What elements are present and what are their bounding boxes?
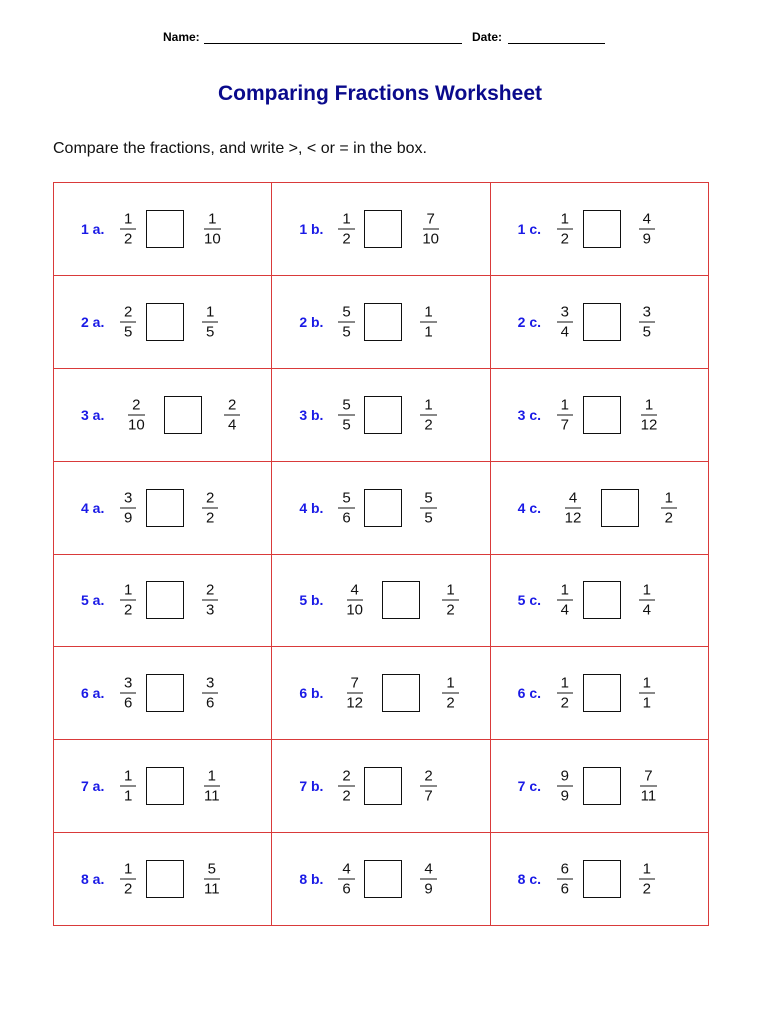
date-label: Date: <box>472 30 503 44</box>
problem-cell <box>491 740 709 833</box>
right-denominator: 4 <box>642 601 651 619</box>
left-fraction <box>120 768 136 805</box>
right-numerator: 5 <box>420 489 436 508</box>
left-fraction <box>561 489 586 526</box>
right-fraction <box>420 489 436 526</box>
right-numerator: 1 <box>661 489 677 508</box>
left-fraction <box>120 489 136 526</box>
problem-cell <box>54 833 272 926</box>
right-fraction <box>420 396 436 433</box>
right-denominator: 9 <box>424 880 433 898</box>
left-fraction <box>557 582 573 619</box>
right-fraction <box>420 768 436 805</box>
right-numerator: 1 <box>641 396 657 415</box>
left-numerator: 1 <box>120 768 136 787</box>
right-numerator: 3 <box>639 303 655 322</box>
problem-label: 5 c. <box>517 592 542 609</box>
left-fraction <box>338 210 354 247</box>
left-denominator: 6 <box>342 509 351 527</box>
left-numerator: 6 <box>557 861 573 880</box>
answer-box[interactable] <box>583 674 621 712</box>
left-denominator: 2 <box>342 230 351 248</box>
left-denominator: 5 <box>342 323 351 341</box>
problem-cell <box>54 555 272 648</box>
answer-box[interactable] <box>364 396 402 434</box>
right-numerator: 1 <box>420 396 436 415</box>
answer-box[interactable] <box>583 396 621 434</box>
left-fraction <box>338 396 354 433</box>
problem-label: 3 a. <box>81 406 105 423</box>
left-fraction <box>120 303 136 340</box>
right-fraction <box>639 582 655 619</box>
right-denominator: 5 <box>206 323 215 341</box>
problem-cell <box>272 833 490 926</box>
answer-box[interactable] <box>146 860 184 898</box>
right-denominator: 9 <box>642 230 651 248</box>
answer-box[interactable] <box>364 767 402 805</box>
right-fraction <box>661 489 677 526</box>
left-numerator: 5 <box>338 303 354 322</box>
answer-box[interactable] <box>583 210 621 248</box>
right-fraction <box>202 489 218 526</box>
right-numerator: 1 <box>442 582 458 601</box>
left-denominator: 10 <box>346 601 364 619</box>
right-fraction <box>200 861 224 898</box>
right-fraction <box>637 768 661 805</box>
left-denominator: 1 <box>124 787 133 805</box>
right-denominator: 2 <box>446 601 455 619</box>
left-fraction <box>338 489 354 526</box>
problem-cell <box>491 183 709 276</box>
right-denominator: 2 <box>424 416 433 434</box>
problem-cell <box>491 369 709 462</box>
problem-cell <box>272 369 490 462</box>
right-denominator: 2 <box>664 509 673 527</box>
right-denominator: 11 <box>640 787 657 805</box>
problem-label: 2 c. <box>517 313 542 330</box>
right-numerator: 7 <box>423 210 439 229</box>
problem-label: 5 a. <box>81 592 105 609</box>
right-numerator: 1 <box>639 861 655 880</box>
left-fraction <box>557 675 573 712</box>
answer-box[interactable] <box>382 674 420 712</box>
answer-box[interactable] <box>382 581 420 619</box>
left-fraction <box>557 303 573 340</box>
left-numerator: 1 <box>338 210 354 229</box>
left-numerator: 1 <box>557 210 573 229</box>
left-numerator: 4 <box>565 489 581 508</box>
right-denominator: 12 <box>640 416 658 434</box>
problem-label: 7 a. <box>81 778 105 795</box>
right-numerator: 4 <box>420 861 436 880</box>
left-numerator: 2 <box>120 303 136 322</box>
right-numerator: 2 <box>202 582 218 601</box>
answer-box[interactable] <box>364 210 402 248</box>
answer-box[interactable] <box>583 303 621 341</box>
problem-label: 7 c. <box>517 778 542 795</box>
right-fraction <box>200 210 225 247</box>
problem-label: 8 c. <box>517 871 542 888</box>
worksheet-title: Comparing Fractions Worksheet <box>217 82 542 105</box>
answer-box[interactable] <box>146 303 184 341</box>
left-fraction <box>342 675 367 712</box>
answer-box[interactable] <box>164 396 202 434</box>
right-numerator: 1 <box>202 303 218 322</box>
left-denominator: 7 <box>560 416 569 434</box>
right-fraction <box>639 861 655 898</box>
left-numerator: 1 <box>120 210 136 229</box>
left-numerator: 3 <box>120 675 136 694</box>
right-numerator: 1 <box>639 675 655 694</box>
problem-label: 4 c. <box>517 499 542 516</box>
problem-cell <box>491 462 709 555</box>
problem-label: 6 c. <box>517 685 542 702</box>
left-numerator: 2 <box>128 396 144 415</box>
answer-box[interactable] <box>146 581 184 619</box>
right-fraction <box>420 303 436 340</box>
right-denominator: 2 <box>206 509 215 527</box>
name-line[interactable] <box>204 43 462 44</box>
worksheet-header <box>0 30 768 46</box>
right-denominator: 11 <box>204 787 220 805</box>
answer-box[interactable] <box>364 303 402 341</box>
answer-box[interactable] <box>583 767 621 805</box>
left-denominator: 9 <box>124 509 133 527</box>
answer-box[interactable] <box>146 489 184 527</box>
right-denominator: 2 <box>446 694 455 712</box>
problem-label: 4 a. <box>81 499 105 516</box>
right-numerator: 7 <box>640 768 656 787</box>
right-numerator: 2 <box>224 396 240 415</box>
left-numerator: 1 <box>120 582 136 601</box>
left-fraction <box>557 861 573 898</box>
right-denominator: 10 <box>204 230 221 248</box>
problem-cell <box>54 647 272 740</box>
problem-label: 3 b. <box>299 406 324 423</box>
right-numerator: 1 <box>420 303 436 322</box>
problem-label: 8 b. <box>299 871 324 888</box>
right-numerator: 1 <box>442 675 458 694</box>
instructions-text: Compare the fractions, and write >, < or = in the box. <box>53 140 427 157</box>
problem-cell <box>272 462 490 555</box>
problem-cell <box>272 183 490 276</box>
problem-cell <box>54 740 272 833</box>
left-fraction <box>342 582 367 619</box>
left-denominator: 2 <box>342 787 351 805</box>
left-numerator: 3 <box>557 303 573 322</box>
right-numerator: 1 <box>639 582 655 601</box>
left-denominator: 5 <box>124 323 133 341</box>
left-fraction <box>557 396 573 433</box>
left-denominator: 12 <box>564 509 582 527</box>
right-denominator: 1 <box>642 694 651 712</box>
left-numerator: 2 <box>338 768 354 787</box>
right-fraction <box>224 396 240 433</box>
right-denominator: 5 <box>424 509 433 527</box>
left-denominator: 5 <box>342 416 351 434</box>
right-fraction <box>637 396 662 433</box>
problem-cell <box>54 183 272 276</box>
left-numerator: 4 <box>338 861 354 880</box>
right-denominator: 11 <box>204 880 220 898</box>
left-denominator: 6 <box>124 694 133 712</box>
problem-cell <box>272 555 490 648</box>
right-fraction <box>418 210 443 247</box>
left-fraction <box>124 396 149 433</box>
left-denominator: 9 <box>560 787 569 805</box>
left-fraction <box>557 768 573 805</box>
right-fraction <box>639 210 655 247</box>
problem-grid <box>53 182 709 926</box>
left-numerator: 1 <box>557 675 573 694</box>
problem-label: 7 b. <box>299 778 324 795</box>
problem-cell <box>491 833 709 926</box>
left-denominator: 2 <box>560 230 569 248</box>
right-fraction <box>442 582 458 619</box>
right-fraction <box>639 675 655 712</box>
problem-cell <box>491 555 709 648</box>
problem-label: 1 c. <box>517 220 542 237</box>
right-fraction <box>442 675 458 712</box>
right-fraction <box>202 675 218 712</box>
right-denominator: 6 <box>206 694 215 712</box>
answer-box[interactable] <box>583 860 621 898</box>
answer-box[interactable] <box>364 489 402 527</box>
right-numerator: 3 <box>202 675 218 694</box>
left-denominator: 2 <box>560 694 569 712</box>
problem-label: 1 b. <box>299 220 324 237</box>
left-denominator: 6 <box>342 880 351 898</box>
left-denominator: 4 <box>560 601 569 619</box>
right-denominator: 5 <box>642 323 651 341</box>
left-fraction <box>120 210 136 247</box>
answer-box[interactable] <box>146 767 184 805</box>
left-numerator: 9 <box>557 768 573 787</box>
left-fraction <box>557 210 573 247</box>
left-numerator: 4 <box>347 582 363 601</box>
left-numerator: 1 <box>120 861 136 880</box>
problem-cell <box>272 647 490 740</box>
right-fraction <box>639 303 655 340</box>
problem-label: 3 c. <box>517 406 542 423</box>
left-denominator: 2 <box>124 601 133 619</box>
right-denominator: 4 <box>228 416 237 434</box>
answer-box[interactable] <box>364 860 402 898</box>
problem-label: 6 a. <box>81 685 105 702</box>
left-fraction <box>338 861 354 898</box>
right-denominator: 7 <box>424 787 433 805</box>
answer-box[interactable] <box>146 210 184 248</box>
right-denominator: 3 <box>206 601 215 619</box>
problem-label: 2 a. <box>81 313 105 330</box>
problem-cell <box>491 276 709 369</box>
left-fraction <box>338 768 354 805</box>
problem-cell <box>272 740 490 833</box>
right-numerator: 2 <box>420 768 436 787</box>
left-numerator: 1 <box>557 396 573 415</box>
left-denominator: 2 <box>124 880 133 898</box>
left-denominator: 6 <box>560 880 569 898</box>
left-numerator: 3 <box>120 489 136 508</box>
right-numerator: 2 <box>202 489 218 508</box>
problem-cell <box>54 369 272 462</box>
problem-cell <box>54 276 272 369</box>
answer-box[interactable] <box>583 581 621 619</box>
problem-cell <box>491 647 709 740</box>
left-denominator: 4 <box>560 323 569 341</box>
left-numerator: 5 <box>338 396 354 415</box>
right-numerator: 1 <box>204 768 220 787</box>
left-fraction <box>120 861 136 898</box>
date-line[interactable] <box>508 43 605 44</box>
right-denominator: 1 <box>424 323 433 341</box>
problem-label: 5 b. <box>299 592 324 609</box>
left-denominator: 2 <box>124 230 133 248</box>
left-denominator: 12 <box>346 694 364 712</box>
problem-label: 4 b. <box>299 499 324 516</box>
problem-cell <box>272 276 490 369</box>
right-denominator: 10 <box>422 230 440 248</box>
right-numerator: 4 <box>639 210 655 229</box>
right-fraction <box>200 768 224 805</box>
problem-label: 8 a. <box>81 871 105 888</box>
left-fraction <box>120 675 136 712</box>
left-fraction <box>338 303 354 340</box>
problem-label: 6 b. <box>299 685 324 702</box>
left-numerator: 5 <box>338 489 354 508</box>
right-fraction <box>202 582 218 619</box>
right-numerator: 1 <box>204 210 220 229</box>
left-numerator: 1 <box>557 582 573 601</box>
answer-box[interactable] <box>146 674 184 712</box>
name-label: Name: <box>163 30 200 44</box>
answer-box[interactable] <box>601 489 639 527</box>
right-numerator: 5 <box>204 861 220 880</box>
right-denominator: 2 <box>642 880 651 898</box>
left-numerator: 7 <box>347 675 363 694</box>
problem-cell <box>54 462 272 555</box>
left-fraction <box>120 582 136 619</box>
left-denominator: 10 <box>128 416 145 434</box>
right-fraction <box>420 861 436 898</box>
right-fraction <box>202 303 218 340</box>
problem-label: 2 b. <box>299 313 324 330</box>
problem-label: 1 a. <box>81 220 105 237</box>
